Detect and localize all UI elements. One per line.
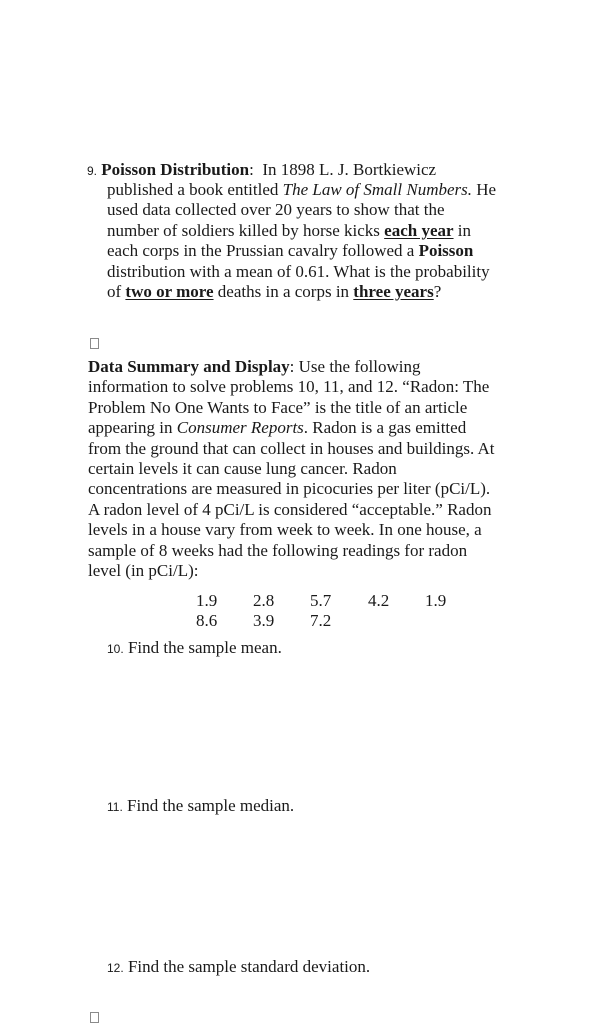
text-segment: : Use the following (289, 357, 421, 376)
heading-colon: : (249, 160, 254, 179)
reading-value: 8.6 (196, 611, 218, 630)
question-number: 11. (107, 800, 123, 814)
data-summary-line-2: information to solve problems 10, 11, and 12. “Radon: The (88, 377, 490, 397)
question-text: Find the sample mean. (127, 638, 282, 657)
each-year-emphasis: each year (384, 220, 454, 240)
data-summary-line-10: sample of 8 weeks had the following readings for radon (88, 540, 468, 560)
two-or-more-emphasis: two or more (125, 282, 214, 302)
data-summary-line-1 (88, 357, 495, 377)
data-summary-line-5: from the ground that can collect in houses and buildings. At (88, 438, 495, 458)
question-number: 12. (107, 961, 124, 975)
data-summary (88, 357, 495, 581)
problem-9-line-4 (107, 221, 496, 241)
problem-9-line-7 (107, 282, 496, 302)
problem-heading: Poisson Distribution (101, 160, 250, 179)
question-10 (107, 638, 282, 659)
text-segment: in (453, 220, 472, 240)
text-segment: ? (433, 282, 442, 302)
text-segment: each corps in the Prussian cavalry followed a (107, 241, 419, 261)
question-number: 10. (107, 642, 124, 656)
text-segment: number of soldiers killed by horse kicks (107, 220, 385, 240)
text-segment: of (107, 282, 126, 302)
text-segment: appearing in (88, 418, 177, 438)
text-segment: published a book entitled (107, 180, 283, 199)
data-summary-heading: Data Summary and Display (88, 357, 290, 376)
text-segment: He (472, 180, 497, 199)
text-segment: deaths in a corps in (213, 282, 354, 302)
problem-9-line-5 (107, 241, 496, 261)
data-summary-line-6: certain levels it can cause lung cancer. Radon (88, 459, 397, 479)
problem-number: 9. (87, 164, 98, 178)
problem-9-line-1 (87, 160, 436, 181)
question-12 (107, 957, 370, 978)
reading-value: 3.9 (253, 611, 275, 630)
data-summary-line-9: levels in a house vary from week to week. In one house, a (88, 520, 482, 540)
data-summary-line-8: A radon level of 4 pCi/L is considered “acceptable.” Radon (88, 499, 492, 519)
question-11 (107, 796, 294, 817)
problem-9-line-3: used data collected over 20 years to show that the (107, 200, 445, 220)
checkbox-placeholder-bottom[interactable] (90, 1012, 99, 1023)
book-title: The Law of Small Numbers. (282, 180, 473, 199)
reading-value: 7.2 (310, 611, 332, 630)
reading-value: 1.9 (196, 591, 218, 610)
reading-value: 2.8 (253, 591, 275, 610)
data-summary-line-3: Problem No One Wants to Face” is the title of an article (88, 397, 468, 417)
data-summary-line-11: level (in pCi/L): (88, 561, 199, 581)
question-text: Find the sample median. (127, 796, 295, 815)
three-years-emphasis: three years (353, 282, 434, 302)
question-text: Find the sample standard deviation. (127, 957, 371, 976)
reading-value: 5.7 (310, 591, 332, 610)
text-segment: . Radon is a gas emitted (303, 418, 467, 438)
magazine-title: Consumer Reports (176, 418, 304, 438)
data-summary-line-7: concentrations are measured in picocuries per liter (pCi/L). (88, 479, 491, 499)
problem-9-body (107, 180, 496, 302)
problem-9-line-6: distribution with a mean of 0.61. What is the probability (107, 261, 490, 281)
poisson-emphasis: Poisson (418, 241, 474, 261)
problem-9-line-2 (107, 180, 496, 200)
data-summary-line-4 (88, 418, 495, 438)
problem-9 (87, 160, 436, 181)
reading-value: 4.2 (368, 591, 390, 610)
problem-text: In 1898 L. J. Bortkiewicz (262, 160, 437, 179)
checkbox-placeholder[interactable] (90, 338, 99, 349)
reading-value: 1.9 (425, 591, 447, 610)
